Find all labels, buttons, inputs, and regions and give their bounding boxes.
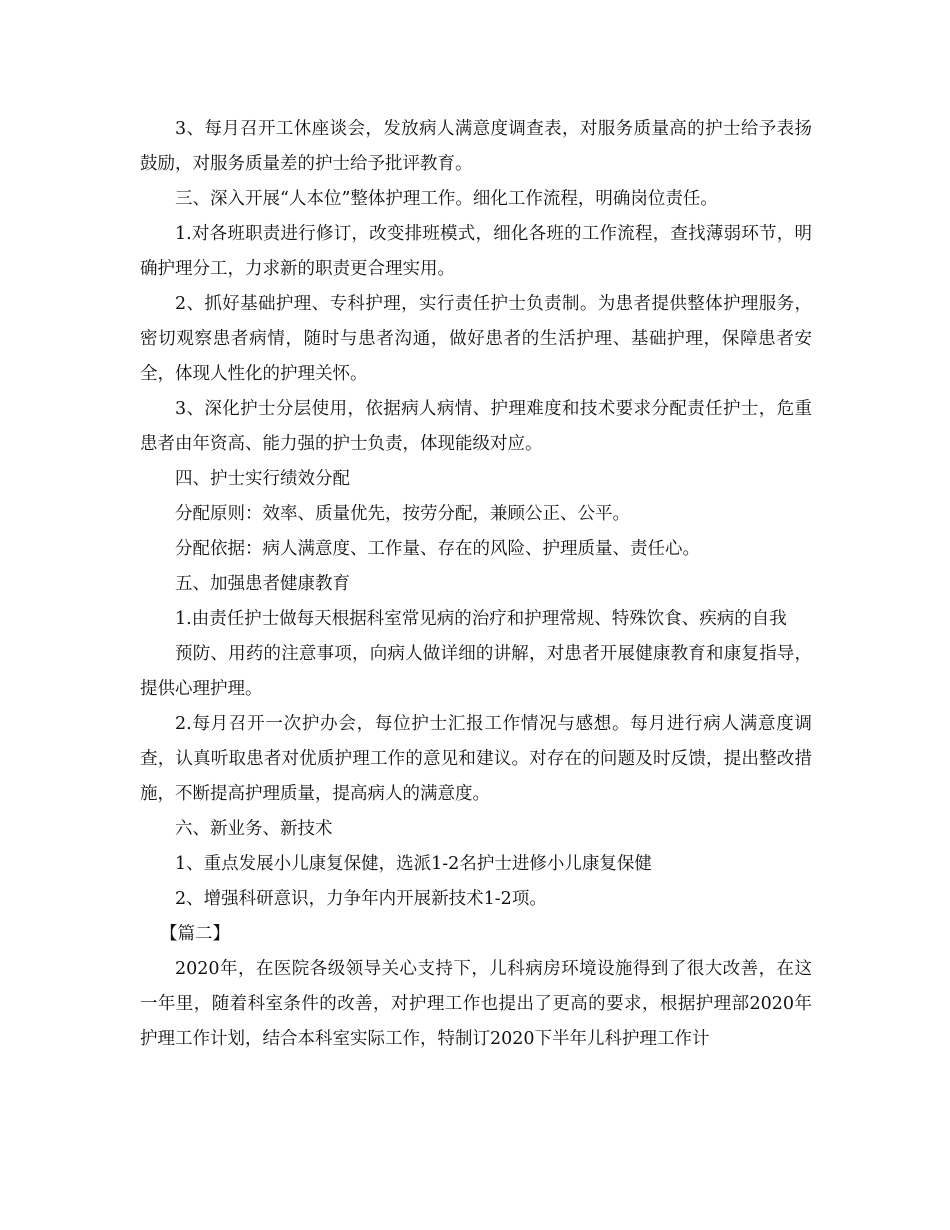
section-heading-holistic-care: 三、深入开展“人本位”整体护理工作。细化工作流程，明确岗位责任。: [175, 189, 718, 209]
section-heading-part-two: 【篇二】: [160, 924, 230, 944]
paragraph-monthly-meeting: 2.每月召开一次护办会，每位护士汇报工作情况与感想。每月进行病人满意度调查，认真听取患者对优质护理工作的意见和建议。对存在的问题及时反馈，提出整改措施，不断提高护理质量，提高病人的满意度。: [140, 714, 812, 804]
section-heading-health-education: 五、加强患者健康教育: [175, 574, 350, 594]
paragraph-satisfaction-meeting: 3、每月召开工休座谈会，发放病人满意度调查表，对服务质量高的护士给予表扬鼓励，对服务质量差的护士给予批评教育。: [140, 119, 812, 174]
paragraph-daily-education: 1.由责任护士做每天根据科室常见病的治疗和护理常规、特殊饮食、疾病的自我: [175, 609, 787, 629]
section-heading-performance: 四、护士实行绩效分配: [175, 469, 350, 489]
document-body: [140, 112, 812, 1057]
paragraph-2020-intro: 2020年，在医院各级领导关心支持下，儿科病房环境设施得到了很大改善，在这一年里，随着科室条件的改善，对护理工作也提出了更高的要求，根据护理部2020年护理工作计划，结合本科室实际工作，特制订2020下半年儿科护理工作计: [140, 959, 812, 1049]
paragraph-duty-revision: 1.对各班职责进行修订，改变排班模式，细化各班的工作流程，查找薄弱环节，明确护理分工，力求新的职责更合理实用。: [140, 224, 812, 279]
paragraph-allocation-principle: 分配原则：效率、质量优先，按劳分配，兼顾公正、公平。: [175, 504, 630, 524]
paragraph-basic-care: 2、抓好基础护理、专科护理，实行责任护士负责制。为患者提供整体护理服务，密切观察患者病情，随时与患者沟通，做好患者的生活护理、基础护理，保障患者安全，体现人性化的护理关怀。: [140, 294, 812, 384]
paragraph-allocation-basis: 分配依据：病人满意度、工作量、存在的风险、护理质量、责任心。: [175, 539, 700, 559]
paragraph-tiered-use: 3、深化护士分层使用，依据病人病情、护理难度和技术要求分配责任护士，危重患者由年资高、能力强的护士负责，体现能级对应。: [140, 399, 812, 454]
section-heading-new-tech: 六、新业务、新技术: [175, 819, 333, 839]
paragraph-rehab-care: 1、重点发展小儿康复保健，选派1-2名护士进修小儿康复保健: [175, 854, 652, 874]
paragraph-prevention-guidance: 预防、用药的注意事项，向病人做详细的讲解，对患者开展健康教育和康复指导，提供心理护理。: [140, 644, 812, 699]
paragraph-research: 2、增强科研意识，力争年内开展新技术1-2项。: [175, 889, 547, 909]
